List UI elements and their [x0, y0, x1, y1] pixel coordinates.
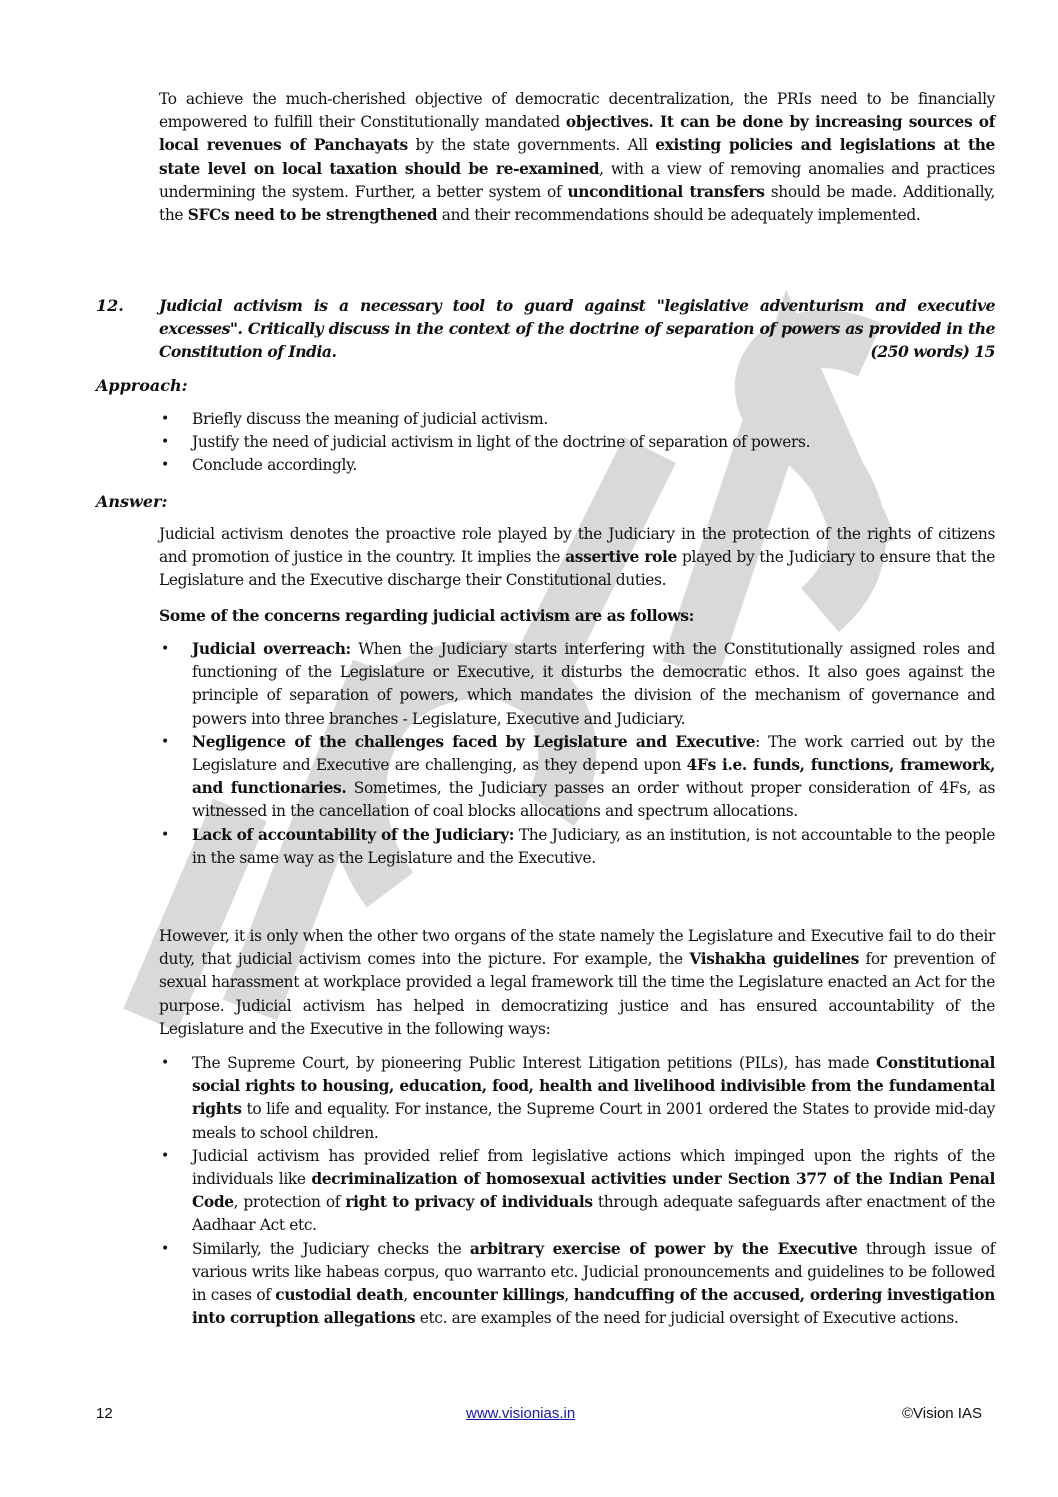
ways-list	[159, 1052, 995, 1330]
way-item: • Judicial activism has provided relief from legislative actions which impinged upon the rights of the individuals like decriminalization of homosexual activities under Section 377 of the Indian Penal Code, protection of right to privacy of individuals through adequate safeguards after enactment of the Aadhaar Act etc.	[161, 1146, 995, 1235]
approach-heading: Approach:	[96, 376, 188, 395]
copyright-text: ©Vision IAS	[902, 1405, 982, 1422]
bullet-icon: •	[161, 1147, 169, 1164]
concern-item: • Lack of accountability of the Judiciary: The Judiciary, as an institution, is not accountable to the people in the same way as the Legislature and the Executive.	[161, 825, 996, 867]
question-number: 12.	[96, 296, 124, 315]
bullet-icon: •	[161, 1055, 169, 1071]
approach-list	[159, 408, 995, 478]
approach-item: • Justify the need of judicial activism in light of the doctrine of separation of powers.	[159, 431, 995, 454]
question-body: Judicial activism is a necessary tool to guard against "legislative adventurism and executive excesses". Critically discuss in the context of the doctrine of separation of powers as provided in the Constitution of India.	[159, 296, 995, 361]
intro-paragraph: To achieve the much-cherished objective of democratic decentralization, the PRIs need to be financially empowered to fulfill their Constitutionally mandated objectives. It can be done by increasing sources of local revenues of Panchayats by the state governments. All existing policies and legislations at the state level on local taxation should be re-examined, with a view of removing anomalies and practices undermining the system. Further, a better system of unconditional transfers should be made. Additionally, the SFCs need to be strengthened and their recommendations should be adequately implemented.	[159, 90, 996, 225]
website-link[interactable]: www.visionias.in	[466, 1405, 576, 1422]
page-number: 12	[96, 1405, 113, 1422]
approach-item: • Conclude accordingly.	[159, 454, 995, 477]
answer-heading: Answer:	[96, 492, 168, 511]
bullet-icon: •	[161, 434, 169, 451]
way-item: • The Supreme Court, by pioneering Public Interest Litigation petitions (PILs), has made Constitutional social rights to housing, education, food, health and livelihood indivisible from the fundamental rights to life and equality. For instance, the Supreme Court in 2001 ordered the States to provide mid-day meals to school children.	[161, 1054, 995, 1142]
bullet-icon: •	[161, 641, 169, 657]
bullet-icon: •	[161, 1240, 169, 1257]
bullet-icon: •	[161, 733, 169, 750]
concern-item: • Negligence of the challenges faced by Legislature and Executive: The work carried out by the Legislature and Executive are challenging, as they depend upon 4Fs i.e. funds, functions, framework, and functionaries. Sometimes, the Judiciary passes an order without proper consideration of 4Fs, as witnessed in the cancellation of coal blocks allocations and spectrum allocations.	[161, 732, 995, 821]
way-item: • Similarly, the Judiciary checks the arbitrary exercise of power by the Executive through issue of various writs like habeas corpus, quo warranto etc. Judicial pronouncements and guidelines to be followed in cases of custodial death, encounter killings, handcuffing of the accused, ordering investigation into corruption allegations etc. are examples of the need for judicial oversight of Executive actions.	[161, 1239, 995, 1328]
bullet-icon: •	[161, 826, 169, 843]
question-text	[159, 294, 995, 363]
bullet-icon: •	[161, 411, 169, 427]
concerns-list	[159, 638, 995, 870]
however-paragraph: However, it is only when the other two organs of the state namely the Legislature and Executive fail to do their duty, that judicial activism comes into the picture. For example, the Vishakha guidelines for prevention of sexual harassment at workplace provided a legal framework till the time the Legislature enacted an Act for the purpose. Judicial activism has helped in democratizing justice and has ensured accountability of the Legislature and the Executive in the following ways:	[159, 927, 995, 1038]
concern-item: • Judicial overreach: When the Judiciary starts interfering with the Constitutionally assigned roles and functioning of the Legislature or Executive, it disturbs the democratic ethos. It also goes against the principle of separation of powers, which mandates the division of the mechanism of governance and powers into three branches - Legislature, Executive and Judiciary.	[161, 640, 995, 728]
approach-item: • Briefly discuss the meaning of judicial activism.	[159, 408, 995, 431]
answer-intro: Judicial activism denotes the proactive role played by the Judiciary in the protection of the rights of citizens and promotion of justice in the country. It implies the assertive role played by the Judiciary to ensure that the Legislature and the Executive discharge their Constitutional duties.	[159, 525, 995, 590]
bullet-icon: •	[161, 457, 169, 474]
concerns-heading: Some of the concerns regarding judicial activism are as follows:	[159, 606, 695, 625]
question-marks: (250 words) 15	[870, 342, 995, 361]
